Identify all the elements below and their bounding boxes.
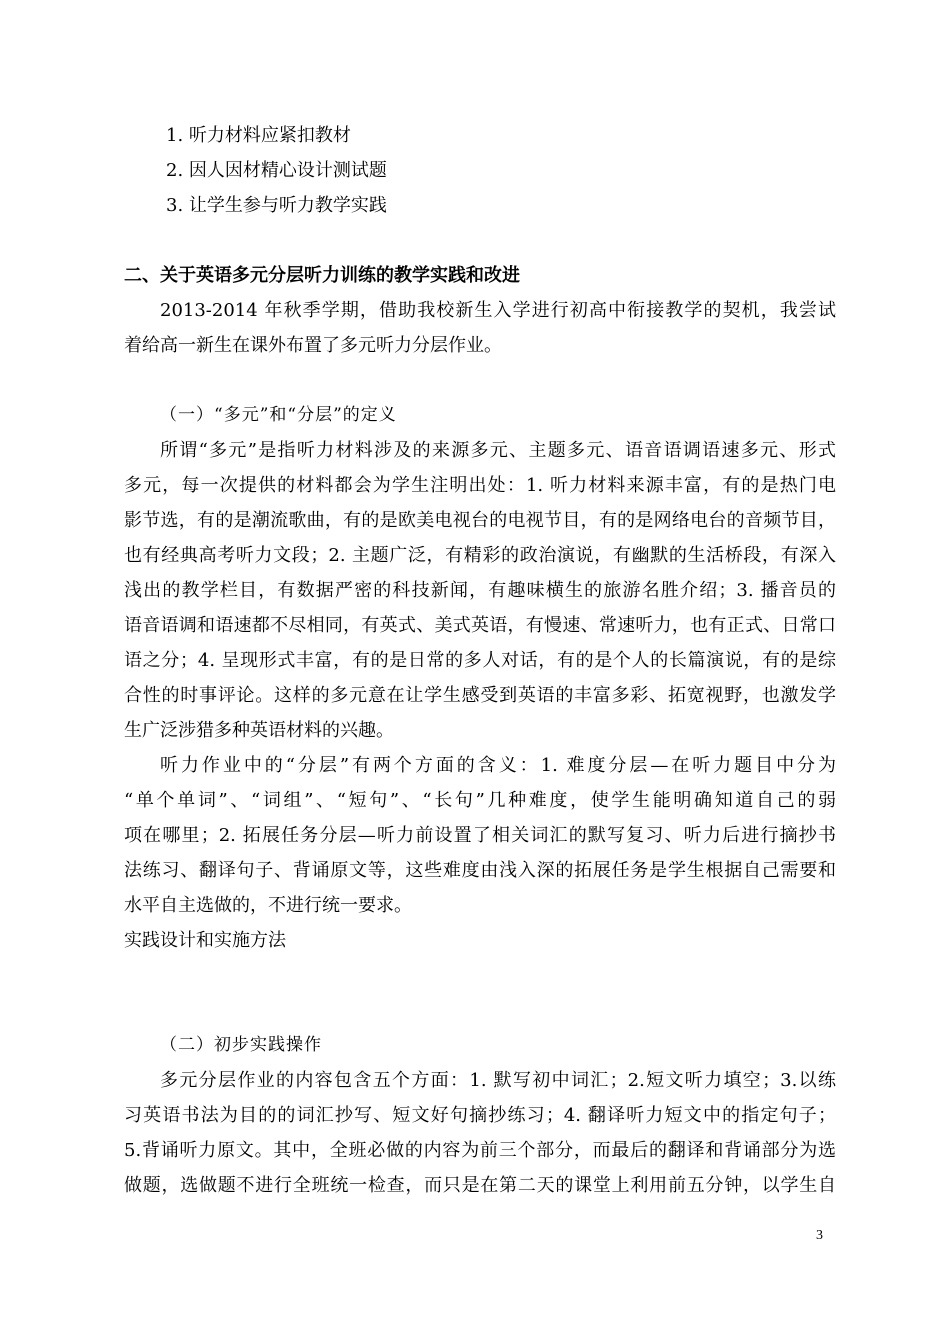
paragraph-line: 着给高一新生在课外布置了多元听力分层作业。 xyxy=(124,335,502,356)
section-heading: 二、关于英语多元分层听力训练的教学实践和改进 xyxy=(124,265,520,286)
paragraph-line: 2013-2014 年秋季学期，借助我校新生入学进行初高中衔接教学的契机，我尝试 xyxy=(160,300,836,321)
definition-paragraph xyxy=(124,433,836,748)
paragraph-line: 多元，每一次提供的材料都会为学生注明出处：1. 听力材料来源丰富，有的是热门电 xyxy=(124,475,836,496)
paragraph-line: 听力作业中的“分层”有两个方面的含义：1. 难度分层—在听力题目中分为 xyxy=(160,755,836,776)
section-intro-paragraph xyxy=(124,293,836,363)
paragraph-line: 法练习、翻译句子、背诵原文等，这些难度由浅入深的拓展任务是学生根据自己需要和 xyxy=(124,860,836,881)
paragraph-line: 影节选，有的是潮流歌曲，有的是欧美电视台的电视节目，有的是网络电台的音频节目， xyxy=(124,510,836,531)
subsection-heading: （二）初步实践操作 xyxy=(160,1035,322,1055)
paragraph-line: 多元分层作业的内容包含五个方面：1. 默写初中词汇；2.短文听力填空；3.以练 xyxy=(160,1070,836,1091)
layering-paragraph xyxy=(124,748,836,923)
paragraph-line: 语之分；4. 呈现形式丰富，有的是日常的多人对话，有的是个人的长篇演说，有的是综 xyxy=(124,650,836,671)
paragraph-line: 所谓“多元”是指听力材料涉及的来源多元、主题多元、语音语调语速多元、形式 xyxy=(160,440,836,461)
note-line: 实践设计和实施方法 xyxy=(124,930,286,951)
paragraph-line: 5.背诵听力原文。其中，全班必做的内容为前三个部分，而最后的翻译和背诵部分为选 xyxy=(124,1140,836,1161)
paragraph-line: 做题，选做题不进行全班统一检查，而只是在第二天的课堂上利用前五分钟，以学生自 xyxy=(124,1175,836,1196)
paragraph-line: 语音语调和语速都不尽相同，有英式、美式英语，有慢速、常速听力，也有正式、日常口 xyxy=(124,615,836,636)
paragraph-line: 也有经典高考听力文段；2. 主题广泛，有精彩的政治演说，有幽默的生活桥段，有深入 xyxy=(124,545,836,566)
subsection-heading: （一）“多元”和“分层”的定义 xyxy=(160,405,397,425)
list-item: 2. 因人因材精心设计测试题 xyxy=(166,160,387,181)
paragraph-line: 生广泛涉猎多种英语材料的兴趣。 xyxy=(124,720,394,741)
list-item: 1. 听力材料应紧扣教材 xyxy=(166,125,351,146)
practice-paragraph xyxy=(124,1063,836,1203)
paragraph-line: 水平自主选做的，不进行统一要求。 xyxy=(124,895,412,916)
paragraph-line: 习英语书法为目的的词汇抄写、短文好句摘抄练习；4. 翻译听力短文中的指定句子； xyxy=(124,1105,836,1126)
paragraph-line: 浅出的教学栏目，有数据严密的科技新闻，有趣味横生的旅游名胜介绍；3. 播音员的 xyxy=(124,580,836,601)
paragraph-line: 合性的时事评论。这样的多元意在让学生感受到英语的丰富多彩、拓宽视野，也激发学 xyxy=(124,685,836,706)
paragraph-line: “单个单词”、“词组”、“短句”、“长句”几种难度，使学生能明确知道自己的弱 xyxy=(124,790,836,811)
paragraph-line: 项在哪里；2. 拓展任务分层—听力前设置了相关词汇的默写复习、听力后进行摘抄书 xyxy=(124,825,836,846)
list-item: 3. 让学生参与听力教学实践 xyxy=(166,195,387,216)
page-number: 3 xyxy=(816,1228,823,1243)
